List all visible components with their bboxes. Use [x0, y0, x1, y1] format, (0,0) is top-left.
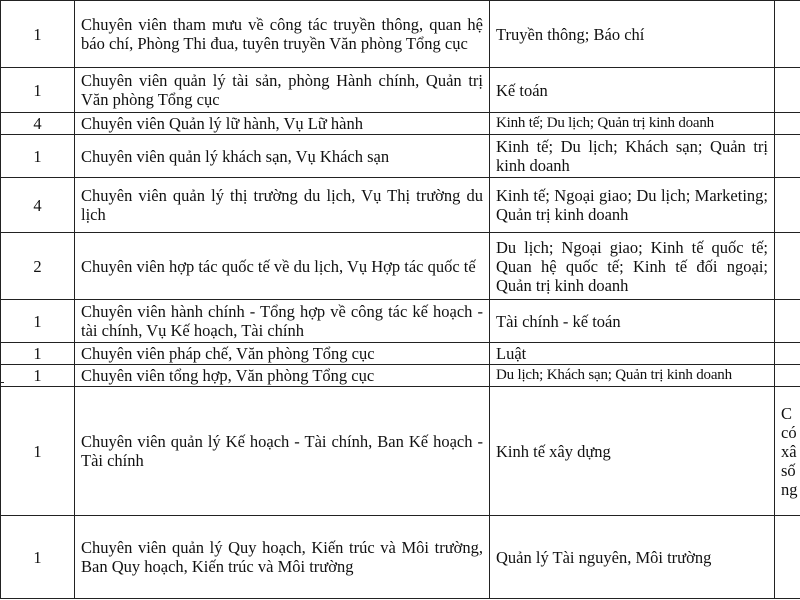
field-cell: Du lịch; Khách sạn; Quản trị kinh doanh: [490, 365, 775, 387]
quantity-cell: 4: [1, 113, 75, 135]
position-cell: Chuyên viên tham mưu về công tác truyền thông, quan hệ báo chí, Phòng Thi đua, tuyên truyền Văn phòng Tổng cục: [75, 1, 490, 68]
field-cell: Kinh tế; Du lịch; Khách sạn; Quản trị kinh doanh: [490, 135, 775, 178]
table-row: [1, 135, 800, 178]
extra-cell: [775, 516, 800, 599]
field-cell: Du lịch; Ngoại giao; Kinh tế quốc tế; Quan hệ quốc tế; Kinh tế đối ngoại; Quản trị kinh doanh: [490, 233, 775, 300]
field-cell: Truyền thông; Báo chí: [490, 1, 775, 68]
quantity-cell: 1: [1, 387, 75, 516]
table-row: [1, 300, 800, 343]
field-cell: Quản lý Tài nguyên, Môi trường: [490, 516, 775, 599]
extra-cell: [775, 178, 800, 233]
extra-cell: [775, 68, 800, 113]
position-cell: Chuyên viên quản lý tài sản, phòng Hành chính, Quản trị Văn phòng Tổng cục: [75, 68, 490, 113]
table-row: [1, 1, 800, 68]
field-cell: Kế toán: [490, 68, 775, 113]
table-row: [1, 113, 800, 135]
extra-cell: [775, 135, 800, 178]
table-row: [1, 178, 800, 233]
table-row: [1, 68, 800, 113]
field-cell: Kinh tế; Du lịch; Quản trị kinh doanh: [490, 113, 775, 135]
table-row: [1, 516, 800, 599]
extra-cell: [775, 233, 800, 300]
field-cell: Tài chính - kế toán: [490, 300, 775, 343]
position-cell: Chuyên viên quản lý khách sạn, Vụ Khách sạn: [75, 135, 490, 178]
position-cell: Chuyên viên hành chính - Tổng hợp về công tác kế hoạch - tài chính, Vụ Kế hoạch, Tài chính: [75, 300, 490, 343]
quantity-cell: 1: [1, 343, 75, 365]
extra-cell: [775, 113, 800, 135]
extra-cell: [775, 365, 800, 387]
quantity-cell: 1: [1, 300, 75, 343]
table-row: [1, 387, 800, 516]
quantity-cell: 1: [1, 135, 75, 178]
table-row: [1, 343, 800, 365]
field-cell: Kinh tế xây dựng: [490, 387, 775, 516]
table-row: [1, 365, 800, 387]
quantity-cell: 1: [1, 1, 75, 68]
position-cell: Chuyên viên tổng hợp, Văn phòng Tổng cục: [75, 365, 490, 387]
quantity-cell: 2: [1, 233, 75, 300]
position-cell: Chuyên viên Quản lý lữ hành, Vụ Lữ hành: [75, 113, 490, 135]
quantity-cell: 1: [1, 68, 75, 113]
quantity-cell: 1: [1, 516, 75, 599]
field-cell: Kinh tế; Ngoại giao; Du lịch; Marketing; Quản trị kinh doanh: [490, 178, 775, 233]
position-cell: Chuyên viên quản lý Kế hoạch - Tài chính, Ban Kế hoạch - Tài chính: [75, 387, 490, 516]
extra-cell: [775, 343, 800, 365]
field-cell: Luật: [490, 343, 775, 365]
quantity-cell: 1: [1, 365, 75, 387]
position-cell: Chuyên viên quản lý Quy hoạch, Kiến trúc và Môi trường, Ban Quy hoạch, Kiến trúc và Môi trường: [75, 516, 490, 599]
extra-cell: [775, 1, 800, 68]
position-cell: Chuyên viên hợp tác quốc tế về du lịch, Vụ Hợp tác quốc tế: [75, 233, 490, 300]
extra-cell-truncated-text: C có xâ số ng: [775, 387, 800, 516]
quantity-cell: 4: [1, 178, 75, 233]
position-cell: Chuyên viên quản lý thị trường du lịch, Vụ Thị trường du lịch: [75, 178, 490, 233]
position-cell: Chuyên viên pháp chế, Văn phòng Tổng cục: [75, 343, 490, 365]
table-row: [1, 233, 800, 300]
extra-cell: [775, 300, 800, 343]
